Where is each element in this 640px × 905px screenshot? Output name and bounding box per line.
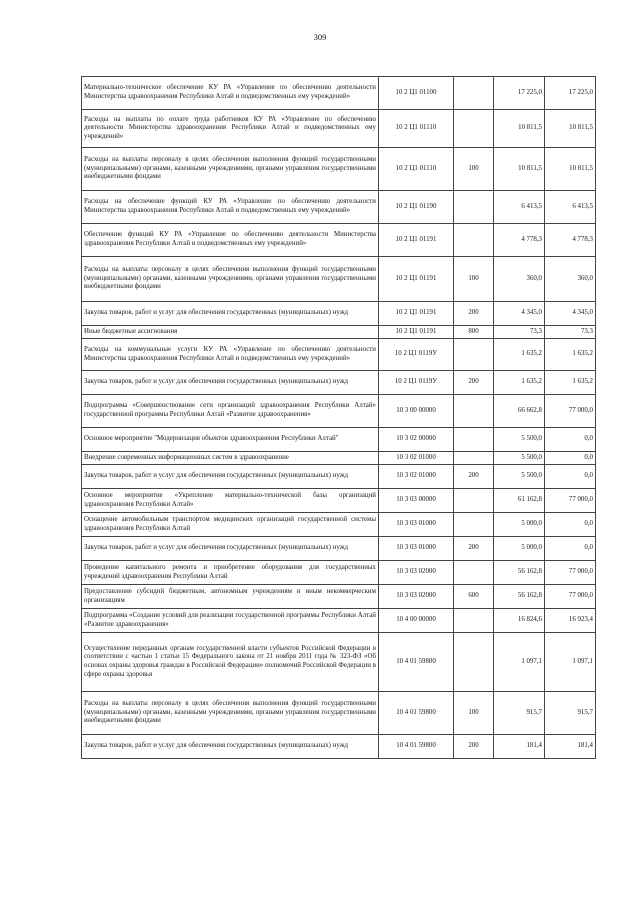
table-row <box>82 585 596 609</box>
table-row <box>82 371 596 395</box>
row-expense-type-cell <box>454 561 494 585</box>
table-row <box>82 633 596 692</box>
table-row <box>82 561 596 585</box>
table-row <box>82 224 596 257</box>
row-code-cell: 10 3 02 01000 <box>379 465 454 489</box>
row-sum-2-cell: 1 635,2 <box>545 371 596 395</box>
row-name-cell: Иные бюджетные ассигнования <box>82 326 379 339</box>
row-name-cell: Внедрение современных информационных систем в здравоохранение <box>82 452 379 465</box>
row-sum-1-cell: 915,7 <box>494 692 545 735</box>
row-expense-type-cell <box>454 489 494 513</box>
row-sum-1-cell: 4 778,3 <box>494 224 545 257</box>
table-row <box>82 191 596 224</box>
row-sum-1-cell: 16 824,6 <box>494 609 545 633</box>
table-row <box>82 735 596 759</box>
row-name-cell: Основное мероприятие "Модернизация объектов здравоохранения Республики Алтай" <box>82 428 379 452</box>
row-expense-type-cell: 100 <box>454 692 494 735</box>
table-row <box>82 489 596 513</box>
row-name-cell: Подпрограмма «Создание условий для реализации государственной программы Республики Алтай «Развитие здравоохранения» <box>82 609 379 633</box>
row-sum-2-cell: 915,7 <box>545 692 596 735</box>
row-name-cell: Закупка товаров, работ и услуг для обеспечения государственных (муниципальных) нужд <box>82 465 379 489</box>
row-code-cell: 10 2 Ц1 01100 <box>379 77 454 110</box>
row-sum-2-cell: 4 778,3 <box>545 224 596 257</box>
row-name-cell: Расходы на выплаты по оплате труда работников КУ РА «Управление по обеспечению деятельности Министерства здравоохранения Республики Алтай и подведомственных ему учреждений» <box>82 110 379 148</box>
row-name-cell: Закупка товаров, работ и услуг для обеспечения государственных (муниципальных) нужд <box>82 371 379 395</box>
row-expense-type-cell: 200 <box>454 302 494 326</box>
row-sum-2-cell: 360,0 <box>545 257 596 302</box>
row-code-cell: 10 3 03 02000 <box>379 561 454 585</box>
table-row <box>82 428 596 452</box>
row-code-cell: 10 3 00 00000 <box>379 395 454 428</box>
table-row <box>82 452 596 465</box>
row-name-cell: Основное мероприятие «Укрепление материально-технической базы организаций здравоохранения Республики Алтай» <box>82 489 379 513</box>
row-code-cell: 10 2 Ц1 01191 <box>379 257 454 302</box>
row-sum-2-cell: 17 225,0 <box>545 77 596 110</box>
row-sum-2-cell: 0,0 <box>545 465 596 489</box>
row-code-cell: 10 2 Ц1 01110 <box>379 110 454 148</box>
table-row <box>82 339 596 371</box>
row-code-cell: 10 2 Ц1 0119У <box>379 339 454 371</box>
table-row <box>82 692 596 735</box>
row-sum-1-cell: 10 811,5 <box>494 148 545 191</box>
row-sum-2-cell: 1 097,1 <box>545 633 596 692</box>
row-sum-2-cell: 0,0 <box>545 513 596 537</box>
row-code-cell: 10 2 Ц1 01191 <box>379 224 454 257</box>
row-code-cell: 10 3 03 00000 <box>379 489 454 513</box>
row-code-cell: 10 3 03 01000 <box>379 513 454 537</box>
row-expense-type-cell: 200 <box>454 465 494 489</box>
row-name-cell: Предоставление субсидий бюджетным, автономным учреждениям и иным некоммерческим организациям <box>82 585 379 609</box>
row-code-cell: 10 4 01 59800 <box>379 735 454 759</box>
row-expense-type-cell <box>454 513 494 537</box>
table-row <box>82 465 596 489</box>
row-sum-1-cell: 56 162,8 <box>494 561 545 585</box>
row-sum-2-cell: 77 000,0 <box>545 585 596 609</box>
row-expense-type-cell <box>454 428 494 452</box>
row-code-cell: 10 2 Ц1 01191 <box>379 326 454 339</box>
row-code-cell: 10 2 Ц1 01191 <box>379 302 454 326</box>
row-name-cell: Подпрограмма «Совершенствование сети организаций здравоохранения Республики Алтай» государственной программы Республики Алтай «Развитие здравоохранения» <box>82 395 379 428</box>
table-row <box>82 110 596 148</box>
row-sum-1-cell: 56 162,8 <box>494 585 545 609</box>
row-expense-type-cell <box>454 452 494 465</box>
row-sum-2-cell: 10 811,5 <box>545 110 596 148</box>
row-name-cell: Расходы на выплаты персоналу в целях обеспечения выполнения функций государственными (муниципальными) органами, казенными учреждениями, органами управления государственными внебюджетными фондами <box>82 692 379 735</box>
row-sum-1-cell: 5 500,0 <box>494 465 545 489</box>
row-name-cell: Материально-техническое обеспечение КУ РА «Управление по обеспечению деятельности Министерства здравоохранения Республики Алтай и подведомственных ему учреждений» <box>82 77 379 110</box>
row-name-cell: Оснащение автомобильным транспортом медицинских организаций государственной системы здравоохранения Республики Алтай <box>82 513 379 537</box>
row-name-cell: Закупка товаров, работ и услуг для обеспечения государственных (муниципальных) нужд <box>82 537 379 561</box>
row-sum-2-cell: 0,0 <box>545 537 596 561</box>
table-row <box>82 326 596 339</box>
row-sum-2-cell: 77 000,0 <box>545 489 596 513</box>
row-sum-2-cell: 6 413,5 <box>545 191 596 224</box>
row-expense-type-cell <box>454 633 494 692</box>
row-code-cell: 10 3 02 01000 <box>379 452 454 465</box>
row-expense-type-cell: 800 <box>454 326 494 339</box>
row-sum-1-cell: 360,0 <box>494 257 545 302</box>
row-expense-type-cell <box>454 395 494 428</box>
row-sum-2-cell: 0,0 <box>545 428 596 452</box>
row-sum-1-cell: 5 000,0 <box>494 537 545 561</box>
table-row <box>82 302 596 326</box>
table-row <box>82 609 596 633</box>
row-expense-type-cell <box>454 224 494 257</box>
row-sum-1-cell: 5 500,0 <box>494 428 545 452</box>
row-sum-2-cell: 4 345,0 <box>545 302 596 326</box>
row-name-cell: Обеспечение функций КУ РА «Управление по обеспечению деятельности Министерства здравоохранения Республики Алтай и подведомственных ему учреждений» <box>82 224 379 257</box>
row-sum-1-cell: 66 662,8 <box>494 395 545 428</box>
row-name-cell: Расходы на выплаты персоналу в целях обеспечения выполнения функций государственными (муниципальными) органами, казенными учреждениями, органами управления государственными внебюджетными фондами <box>82 257 379 302</box>
row-sum-2-cell: 1 635,2 <box>545 339 596 371</box>
row-sum-1-cell: 1 635,2 <box>494 371 545 395</box>
row-sum-1-cell: 61 162,8 <box>494 489 545 513</box>
row-name-cell: Осуществление переданных органам государственной власти субъектов Российской Федерации в соответствии с частью 1 статьи 15 Федерального закона от 21 ноября 2011 года № 323-ФЗ «Об основах охраны здоровья граждан в Российской Федерации» полномочий Российской Федерации в сфере охраны здоровья <box>82 633 379 692</box>
budget-table <box>81 76 596 759</box>
page-number: 309 <box>313 32 327 42</box>
row-sum-2-cell: 10 811,5 <box>545 148 596 191</box>
row-expense-type-cell: 100 <box>454 257 494 302</box>
row-code-cell: 10 4 01 59800 <box>379 692 454 735</box>
row-code-cell: 10 2 Ц1 0119У <box>379 371 454 395</box>
row-sum-2-cell: 77 000,0 <box>545 395 596 428</box>
row-sum-1-cell: 6 413,5 <box>494 191 545 224</box>
table-row <box>82 148 596 191</box>
row-expense-type-cell <box>454 339 494 371</box>
budget-table-body <box>82 77 596 759</box>
row-sum-2-cell: 73,3 <box>545 326 596 339</box>
row-sum-1-cell: 5 000,0 <box>494 513 545 537</box>
row-sum-1-cell: 10 811,5 <box>494 110 545 148</box>
row-sum-1-cell: 5 500,0 <box>494 452 545 465</box>
row-name-cell: Закупка товаров, работ и услуг для обеспечения государственных (муниципальных) нужд <box>82 302 379 326</box>
row-sum-1-cell: 4 345,0 <box>494 302 545 326</box>
row-sum-1-cell: 17 225,0 <box>494 77 545 110</box>
row-expense-type-cell <box>454 110 494 148</box>
row-expense-type-cell <box>454 191 494 224</box>
row-expense-type-cell: 200 <box>454 537 494 561</box>
row-name-cell: Проведение капитального ремонта и приобретение оборудования для государственных учреждений здравоохранения Республики Алтай <box>82 561 379 585</box>
row-name-cell: Расходы на коммунальные услуги КУ РА «Управление по обеспечению деятельности Министерства здравоохранения Республики Алтай и подведомственных ему учреждений» <box>82 339 379 371</box>
row-code-cell: 10 4 00 00000 <box>379 609 454 633</box>
row-expense-type-cell <box>454 77 494 110</box>
row-code-cell: 10 3 02 00000 <box>379 428 454 452</box>
row-expense-type-cell: 100 <box>454 148 494 191</box>
table-row <box>82 513 596 537</box>
row-expense-type-cell: 600 <box>454 585 494 609</box>
row-expense-type-cell <box>454 609 494 633</box>
row-sum-2-cell: 16 923,4 <box>545 609 596 633</box>
row-sum-1-cell: 181,4 <box>494 735 545 759</box>
row-expense-type-cell: 200 <box>454 735 494 759</box>
row-code-cell: 10 3 03 02000 <box>379 585 454 609</box>
row-expense-type-cell: 200 <box>454 371 494 395</box>
row-sum-2-cell: 181,4 <box>545 735 596 759</box>
row-name-cell: Расходы на выплаты персоналу в целях обеспечения выполнения функций государственными (муниципальными) органами, казенными учреждениями, органами управления государственными внебюджетными фондами <box>82 148 379 191</box>
row-code-cell: 10 2 Ц1 01110 <box>379 148 454 191</box>
table-row <box>82 257 596 302</box>
row-name-cell: Расходы на обеспечение функций КУ РА «Управление по обеспечению деятельности Министерства здравоохранения Республики Алтай и подведомственных ему учреждений» <box>82 191 379 224</box>
row-sum-1-cell: 1 097,1 <box>494 633 545 692</box>
row-sum-1-cell: 73,3 <box>494 326 545 339</box>
row-sum-2-cell: 0,0 <box>545 452 596 465</box>
row-code-cell: 10 2 Ц1 01190 <box>379 191 454 224</box>
table-row <box>82 395 596 428</box>
table-row <box>82 537 596 561</box>
row-sum-1-cell: 1 635,2 <box>494 339 545 371</box>
row-code-cell: 10 4 01 59800 <box>379 633 454 692</box>
row-sum-2-cell: 77 000,0 <box>545 561 596 585</box>
row-code-cell: 10 3 03 01000 <box>379 537 454 561</box>
row-name-cell: Закупка товаров, работ и услуг для обеспечения государственных (муниципальных) нужд <box>82 735 379 759</box>
table-row <box>82 77 596 110</box>
